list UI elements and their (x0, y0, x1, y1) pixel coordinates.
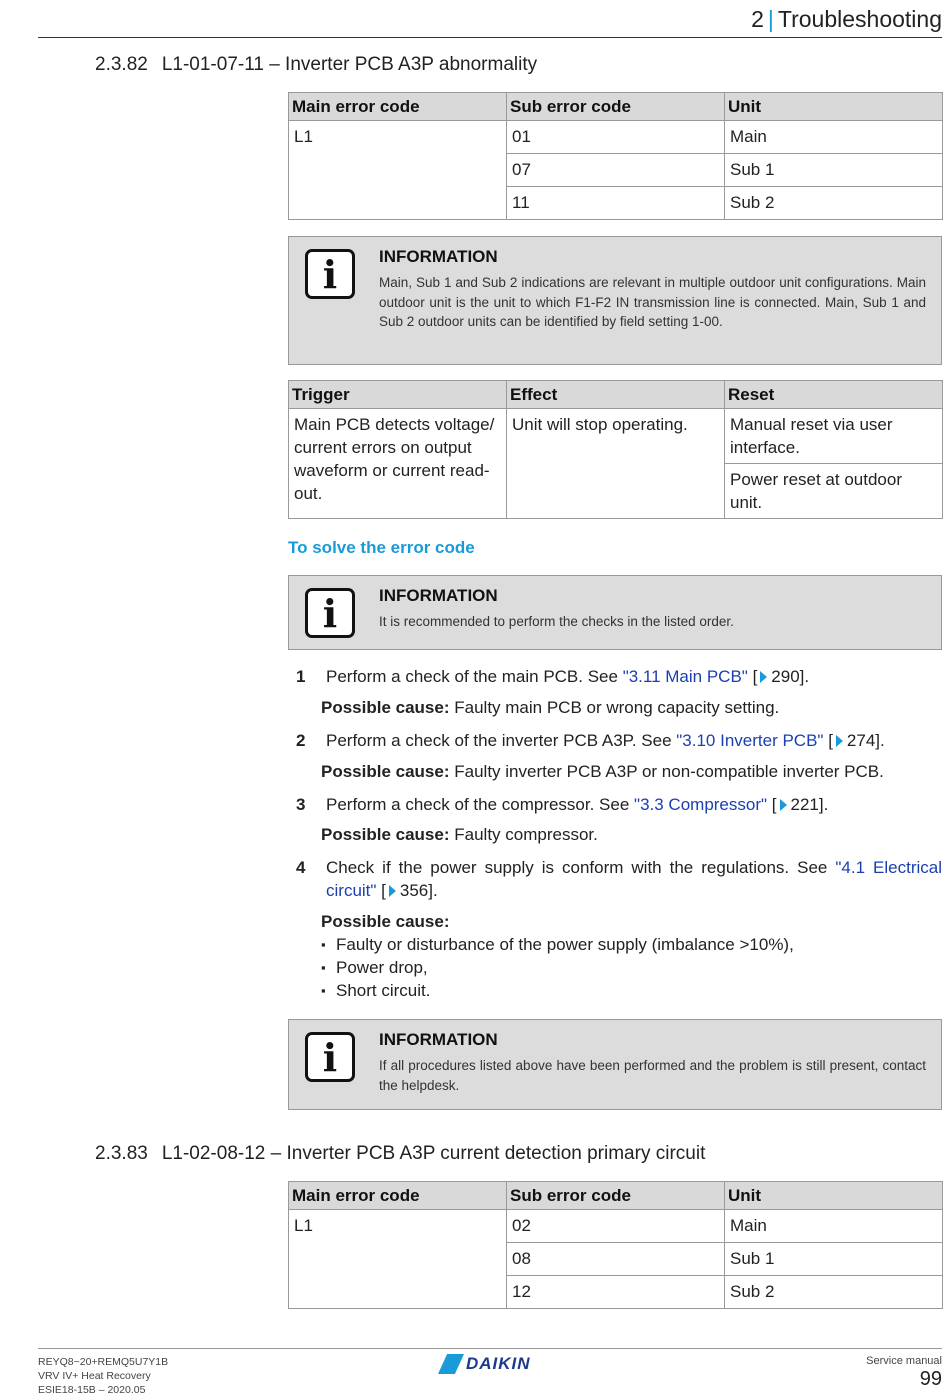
daikin-logo (438, 1354, 531, 1374)
link-compressor[interactable]: "3.3 Compressor" (634, 795, 768, 814)
list-item (296, 793, 942, 816)
column-header: Sub error code (507, 1182, 725, 1210)
bracket-open: [ (823, 731, 833, 750)
step-number: 3 (296, 795, 306, 814)
section-title-2-3-83 (95, 1143, 705, 1165)
table-row (289, 121, 943, 154)
unit-cell: Sub 2 (725, 1276, 943, 1309)
possible-cause-label: Possible cause: (321, 698, 450, 717)
possible-cause-text: Faulty main PCB or wrong capacity setting. (454, 698, 780, 717)
column-header: Main error code (289, 1182, 507, 1210)
list-item: ▪ Power drop, (321, 956, 794, 979)
bracket-close: ]. (875, 731, 885, 750)
page-footer (38, 1348, 942, 1394)
product-name: VRV IV+ Heat Recovery (38, 1370, 151, 1382)
sub-error-code-cell: 08 (507, 1243, 725, 1276)
column-header: Effect (507, 381, 725, 409)
possible-cause (321, 696, 779, 719)
information-icon: i (305, 588, 355, 638)
page-reference: 274 (846, 731, 876, 750)
sub-error-code-cell: 01 (507, 121, 725, 154)
manual-type: Service manual (866, 1355, 942, 1367)
possible-cause-label: Possible cause: (321, 825, 450, 844)
sub-error-code-cell: 11 (507, 187, 725, 220)
table-row (289, 409, 943, 464)
possible-cause-text: Faulty inverter PCB A3P or non-compatible inverter PCB. (454, 762, 884, 781)
unit-cell: Sub 1 (725, 154, 943, 187)
column-header: Sub error code (507, 93, 725, 121)
page-reference: 356 (399, 881, 429, 900)
error-codes-table (288, 1181, 943, 1309)
unit-cell: Sub 1 (725, 1243, 943, 1276)
bracket-open: [ (767, 795, 777, 814)
sub-error-code-cell: 07 (507, 154, 725, 187)
information-text: If all procedures listed above have been performed and the problem is still present, contact the helpdesk. (379, 1058, 926, 1093)
page-pointer-icon (780, 799, 787, 811)
information-text: Main, Sub 1 and Sub 2 indications are relevant in multiple outdoor unit configurations. Main outdoor unit is the unit to which F1-F2 IN transmission line is connected. Main, Sub 1 and Sub 2 outdoor units can be identified by field setting 1-00. (379, 275, 926, 329)
bracket-open: [ (747, 667, 758, 686)
chapter-separator: | (767, 6, 774, 32)
information-box (288, 236, 942, 365)
step-number: 1 (296, 667, 306, 686)
page-reference: 221 (790, 795, 819, 814)
bracket-open: [ (376, 881, 386, 900)
step-text (326, 665, 942, 688)
page-number: 99 (919, 1368, 942, 1390)
information-title: INFORMATION (379, 586, 498, 605)
page-pointer-icon (389, 885, 396, 897)
bracket-close: ]. (428, 881, 438, 900)
link-main-pcb[interactable]: "3.11 Main PCB" (622, 667, 748, 686)
section-heading: L1-02-08-12 – Inverter PCB A3P current detection primary circuit (161, 1143, 706, 1164)
step-instruction: Perform a check of the main PCB. See (326, 667, 623, 686)
column-header: Main error code (289, 93, 507, 121)
column-header: Trigger (289, 381, 507, 409)
possible-cause (321, 823, 598, 846)
list-item: ▪ Faulty or disturbance of the power supply (imbalance >10%), (321, 933, 794, 956)
list-item (296, 665, 942, 688)
document-info (38, 1355, 168, 1394)
information-title: INFORMATION (379, 1030, 498, 1049)
step-instruction: Check if the power supply is conform with the regulations. See (326, 858, 836, 877)
daikin-logo-mark-icon (438, 1354, 464, 1374)
possible-cause (321, 760, 884, 783)
column-header: Unit (725, 1182, 943, 1210)
trigger-effect-reset-table (288, 380, 943, 519)
information-text: It is recommended to perform the checks in the listed order. (379, 614, 734, 629)
step-text (326, 729, 942, 752)
column-header: Unit (725, 93, 943, 121)
bracket-close: ]. (799, 667, 810, 686)
section-number: 2.3.82 (95, 54, 148, 75)
page-header (38, 0, 942, 38)
daikin-logo-text: DAIKIN (466, 1354, 531, 1373)
chapter-name: Troubleshooting (777, 6, 942, 32)
model-number: REYQ8~20+REMQ5U7Y1B (38, 1356, 169, 1368)
step-instruction: Perform a check of the inverter PCB A3P. See (326, 731, 677, 750)
possible-cause-label: Possible cause: (321, 912, 450, 931)
step-text (326, 793, 942, 816)
possible-cause-label: Possible cause: (321, 762, 450, 781)
information-title: INFORMATION (379, 247, 498, 266)
trigger-cell: Main PCB detects voltage/ current errors on output waveform or current read-out. (289, 409, 507, 519)
sub-error-code-cell: 02 (507, 1210, 725, 1243)
solve-heading: To solve the error code (288, 538, 475, 557)
reset-cell: Power reset at outdoor unit. (725, 464, 943, 519)
page-info (866, 1355, 942, 1391)
link-inverter-pcb[interactable]: "3.10 Inverter PCB" (676, 731, 824, 750)
step-instruction: Perform a check of the compressor. See (326, 795, 635, 814)
chapter-number: 2 (751, 6, 764, 32)
list-item: ▪ Short circuit. (321, 979, 794, 1002)
document-code: ESIE18-15B – 2020.05 (38, 1384, 146, 1394)
possible-cause-list (321, 933, 794, 1002)
information-icon: i (305, 1032, 355, 1082)
list-item (296, 729, 942, 752)
sub-error-code-cell: 12 (507, 1276, 725, 1309)
link-electrical-circuit[interactable]: "4.1 Electrical circuit" (326, 858, 942, 900)
table-row (289, 1210, 943, 1243)
page-pointer-icon (836, 735, 843, 747)
step-number: 4 (296, 858, 306, 877)
possible-cause-text: Faulty compressor. (454, 825, 598, 844)
unit-cell: Main (725, 121, 943, 154)
main-error-code-cell: L1 (289, 1210, 507, 1309)
list-item (296, 856, 942, 902)
unit-cell: Main (725, 1210, 943, 1243)
effect-cell: Unit will stop operating. (507, 409, 725, 519)
information-box (288, 575, 942, 650)
information-box (288, 1019, 942, 1110)
information-icon: i (305, 249, 355, 299)
error-codes-table (288, 92, 943, 220)
page-pointer-icon (760, 671, 767, 683)
main-error-code-cell: L1 (289, 121, 507, 220)
column-header: Reset (725, 381, 943, 409)
reset-cell: Manual reset via user interface. (725, 409, 943, 464)
chapter-title (751, 6, 942, 33)
step-number: 2 (296, 731, 306, 750)
section-heading: L1-01-07-11 – Inverter PCB A3P abnormality (161, 54, 538, 75)
bracket-close: ]. (818, 795, 829, 814)
unit-cell: Sub 2 (725, 187, 943, 220)
page-reference: 290 (771, 667, 800, 686)
step-text (326, 856, 942, 902)
section-number: 2.3.83 (95, 1143, 148, 1164)
section-title-2-3-82 (95, 54, 537, 76)
possible-cause (321, 910, 450, 933)
